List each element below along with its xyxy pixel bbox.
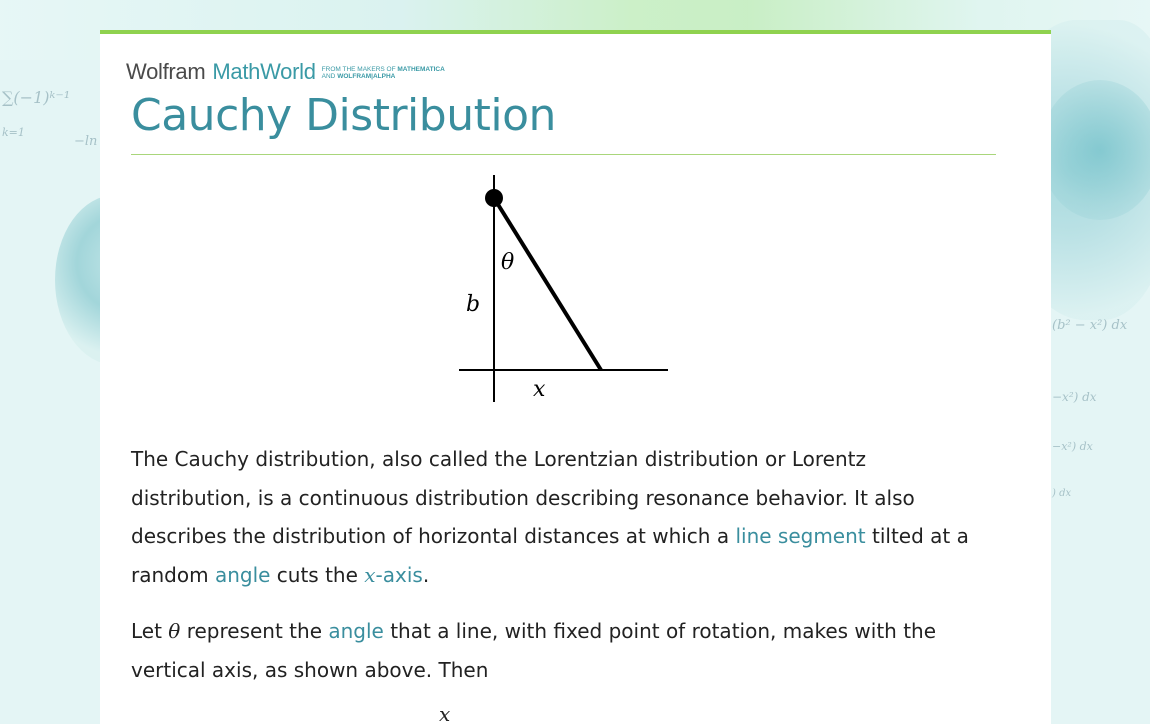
brand-wolfram-logo[interactable]: Wolfram <box>126 59 206 84</box>
page-title: Cauchy Distribution <box>131 90 556 141</box>
paragraph-intro <box>131 440 991 594</box>
intro-text-3: cuts the <box>270 562 365 587</box>
background-formula-sum-index: k=1 <box>2 126 25 139</box>
let-text-2: represent the <box>180 619 329 643</box>
paragraph-let-theta <box>131 612 991 689</box>
tagline-line1-prefix: FROM THE MAKERS OF <box>321 66 396 73</box>
link-x-axis[interactable] <box>364 563 423 587</box>
link-x-axis-rest: -axis <box>375 562 423 587</box>
brand-mathworld-logo[interactable]: MathWorld <box>212 59 316 84</box>
background-formula-integral-1: (b² − x²) dx <box>1052 318 1128 333</box>
tagline-line2-bold: WOLFRAM|ALPHA <box>337 73 396 80</box>
rotation-point <box>485 189 503 207</box>
intro-text-4: . <box>422 562 430 587</box>
equation-numerator: x <box>439 702 451 724</box>
let-text-3: that a line, with fixed point of rotation, makes with the vertical axis, as shown above. Then <box>131 619 937 682</box>
title-divider <box>131 154 996 155</box>
site-header[interactable] <box>126 60 445 88</box>
figure-label-theta: θ <box>501 250 515 275</box>
tagline-line1-bold: MATHEMATICA <box>397 66 445 73</box>
intro-text-1: The Cauchy distribution, also called the Lorentzian distribution or Lorentz distribution, is a continuous distribution describing resonance behavior. It also describes the distribution of horizontal distances at which a <box>131 447 915 548</box>
tilted-line-segment <box>494 198 601 370</box>
background-formula-ln: −ln <box>74 134 98 149</box>
figure-label-x: x <box>533 377 546 402</box>
background-formula-sum: ∑(−1)ᵏ⁻¹ <box>2 88 71 107</box>
link-angle-2[interactable]: angle <box>328 619 384 643</box>
figure-label-b: b <box>466 292 481 317</box>
cauchy-geometry-figure <box>455 170 670 408</box>
background-formula-integral-4: ) dx <box>1052 488 1072 499</box>
background-formula-integral-2: −x²) dx <box>1052 390 1097 404</box>
content-panel <box>100 30 1051 724</box>
background-surface-right-inner <box>1040 80 1150 220</box>
article-body <box>131 440 991 707</box>
background-formula-integral-3: −x²) dx <box>1052 440 1093 453</box>
link-x-axis-var: x <box>364 562 376 587</box>
link-angle[interactable]: angle <box>214 562 271 587</box>
brand-tagline <box>322 60 445 80</box>
let-text-1: Let <box>131 619 169 643</box>
tagline-line2-prefix: AND <box>321 73 336 80</box>
intro-text-2: tilted at a random <box>131 524 969 587</box>
theta-symbol: θ <box>168 619 181 643</box>
link-line-segment[interactable]: line segment <box>735 524 866 548</box>
